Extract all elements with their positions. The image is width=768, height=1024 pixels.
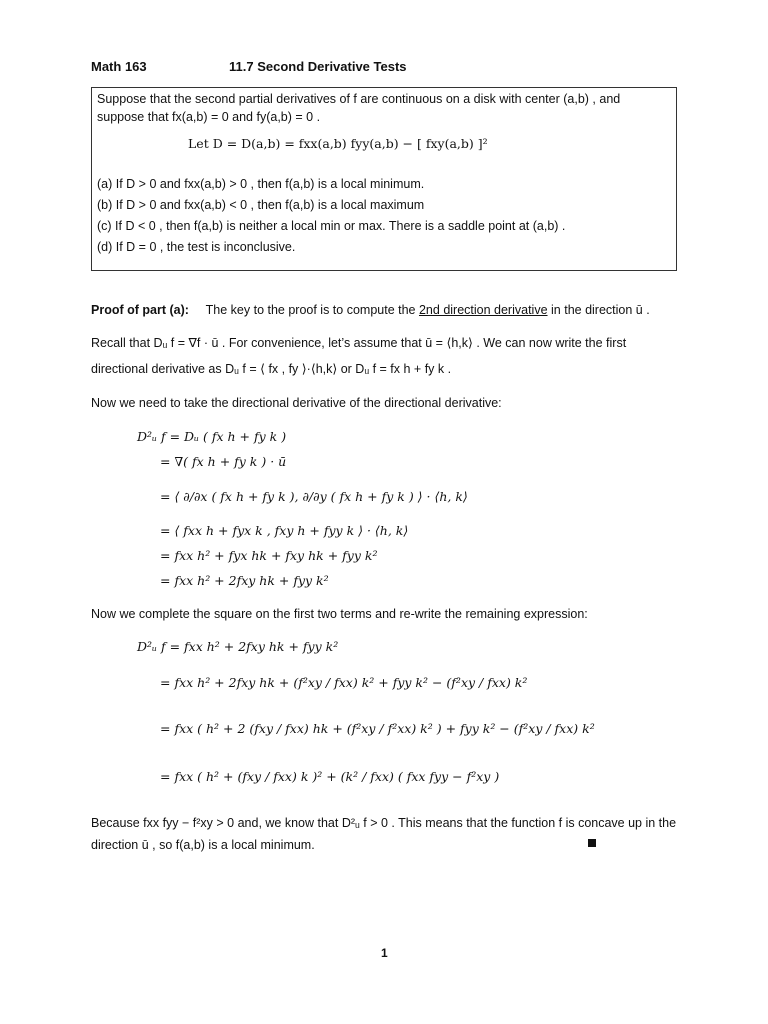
next-line: Now we need to take the directional derivative of the directional derivative: <box>91 396 502 410</box>
header-section: 11.7 Second Derivative Tests <box>229 59 407 74</box>
eq1-line: = ⟨ fxx h + fyx k , fxy h + fyy k ⟩ · ⟨h, k⟩ <box>160 523 409 538</box>
eq1-line: = ⟨ ∂/∂x ( fx h + fy k ), ∂/∂y ( fx h + fy k ) ⟩ · ⟨h, k⟩ <box>160 489 468 504</box>
recall-line-1: Recall that Dᵤ f = ∇f · ū . For convenience, let’s assume that ū = ⟨h,k⟩ . We can now write the first <box>91 336 627 350</box>
eq1-line: = ∇( fx h + fy k ) · ū <box>160 454 287 469</box>
proof-intro-link: 2nd direction derivative <box>418 303 548 317</box>
conclusion-line-2: direction ū , so f(a,b) is a local minimum. <box>91 838 315 852</box>
recall-line-2: directional derivative as Dᵤ f = ⟨ fx , fy ⟩·⟨h,k⟩ or Dᵤ f = fx h + fy k . <box>91 362 452 376</box>
theorem-case-c: (c) If D < 0 , then f(a,b) is neither a local min or max. There is a saddle point at (a,b) . <box>97 219 566 233</box>
eq2-line: D²ᵤ f = fxx h² + 2fxy hk + fyy k² <box>137 639 339 654</box>
eq1-line: D²ᵤ f = Dᵤ ( fx h + fy k ) <box>137 429 287 444</box>
conclusion-line-1: Because fxx fyy − f²xy > 0 and, we know that D²ᵤ f > 0 . This means that the function f is concave up in the <box>91 816 677 830</box>
theorem-line-3: Let D = D(a,b) = fxx(a,b) fyy(a,b) − [ fxy(a,b) ]² <box>188 136 488 151</box>
proof-label: Proof of part (a): <box>91 303 189 317</box>
theorem-case-d: (d) If D = 0 , the test is inconclusive. <box>97 240 296 254</box>
eq1-line: = fxx h² + fyx hk + fxy hk + fyy k² <box>160 548 378 563</box>
eq2-line: = fxx ( h² + 2 (fxy / fxx) hk + (f²xy / f²xx) k² ) + fyy k² − (f²xy / fxx) k² <box>160 721 595 736</box>
eq2-line: = fxx h² + 2fxy hk + (f²xy / fxx) k² + fyy k² − (f²xy / fxx) k² <box>160 675 528 690</box>
theorem-case-a: (a) If D > 0 and fxx(a,b) > 0 , then f(a,b) is a local minimum. <box>97 177 425 191</box>
proof-intro <box>91 301 650 319</box>
qed-square-icon <box>588 839 596 847</box>
theorem-line-2: suppose that fx(a,b) = 0 and fy(a,b) = 0 . <box>97 110 321 124</box>
header-course: Math 163 <box>91 59 147 74</box>
theorem-line-1: Suppose that the second partial derivatives of f are continuous on a disk with center (a,b) , and <box>97 92 621 106</box>
page-number: 1 <box>381 946 388 960</box>
theorem-case-b: (b) If D > 0 and fxx(a,b) < 0 , then f(a,b) is a local maximum <box>97 198 425 212</box>
eq1-line: = fxx h² + 2fxy hk + fyy k² <box>160 573 329 588</box>
proof-intro-pre: The key to the proof is to compute the <box>205 303 416 317</box>
eq2-line: = fxx ( h² + (fxy / fxx) k )² + (k² / fxx) ( fxx fyy − f²xy ) <box>160 769 500 784</box>
complete-square-line: Now we complete the square on the first two terms and re-write the remaining expression: <box>91 607 588 621</box>
proof-intro-post: in the direction ū . <box>551 303 650 317</box>
